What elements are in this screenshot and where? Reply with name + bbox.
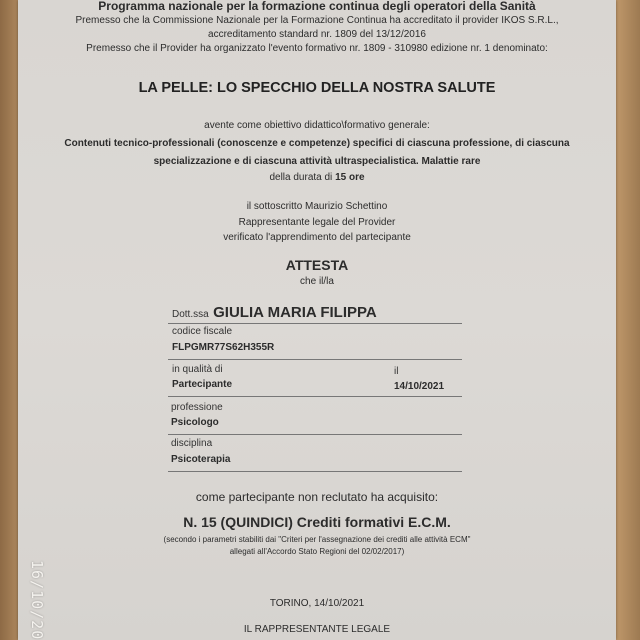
photo-timestamp: 16/10/20 [28, 560, 46, 640]
divider [168, 471, 462, 472]
signatory-line-2: Rappresentante legale del Provider [238, 217, 396, 228]
credits-awarded: N. 15 (QUINDICI) Crediti formativi E.C.M. [183, 514, 451, 530]
premise-accreditation: Premesso che la Commissione Nazionale per la Formazione Continua ha accreditato il provider IKOS S.R.L., [75, 15, 559, 26]
role-label: in qualità di [172, 364, 223, 375]
participant-name-row [172, 304, 377, 322]
certificate-page [18, 0, 616, 640]
objective-intro: avente come obiettivo didattico\formativo generale: [204, 120, 430, 131]
premise-event: Premesso che il Provider ha organizzato l'evento formativo nr. 1809 - 310980 edizione nr. 1 denominato: [86, 43, 548, 54]
acquired-text: come partecipante non reclutato ha acquisito: [195, 490, 439, 504]
discipline-label: disciplina [171, 438, 213, 449]
profession-value: Psicologo [171, 417, 219, 428]
wood-background-left [0, 0, 20, 640]
participant-name: GIULIA MARIA FILIPPA [213, 304, 377, 321]
duration-prefix: della durata di [269, 172, 333, 183]
discipline-value: Psicoterapia [171, 454, 231, 465]
che-il-la: che il/la [300, 276, 334, 287]
program-heading: Programma nazionale per la formazione continua degli operatori della Sanità [98, 0, 536, 13]
fiscal-code-value: FLPGMR77S62H355R [172, 342, 275, 353]
signatory-line-1: il sottoscritto Maurizio Schettino [246, 201, 388, 212]
profession-label: professione [171, 402, 223, 413]
participant-title: Dott.ssa [172, 309, 209, 320]
role-value: Partecipante [172, 379, 233, 390]
divider [168, 323, 462, 324]
criteria-note-1: (secondo i parametri stabiliti dai "Criteri per l'assegnazione dei crediti alle attività ECM" [163, 535, 471, 544]
divider [168, 359, 462, 360]
wood-background-right [614, 0, 640, 640]
duration-value: 15 ore [335, 172, 365, 183]
fiscal-code-label: codice fiscale [172, 326, 233, 337]
attesta-heading: ATTESTA [285, 257, 349, 273]
divider [168, 434, 462, 435]
duration [18, 172, 616, 183]
signatory-line-3: verificato l'apprendimento del partecipante [223, 232, 411, 243]
date-value: 14/10/2021 [394, 381, 445, 392]
premise-accreditation-standard: accreditamento standard nr. 1809 del 13/12/2016 [208, 29, 426, 40]
date-label: il [394, 366, 399, 377]
place-date: TORINO, 14/10/2021 [269, 598, 365, 609]
event-title: LA PELLE: LO SPECCHIO DELLA NOSTRA SALUTE [138, 80, 496, 96]
objective-line-2: specializzazione e di ciascuna attività ultraspecialistica. Malattie rare [153, 156, 481, 167]
divider [168, 396, 462, 397]
criteria-note-2: allegati all'Accordo Stato Regioni del 02/02/2017) [229, 547, 405, 556]
objective-line-1: Contenuti tecnico-professionali (conoscenze e competenze) specifici di ciascuna professione, di ciascuna [64, 138, 570, 149]
legal-representative: IL RAPPRESENTANTE LEGALE [243, 624, 391, 635]
